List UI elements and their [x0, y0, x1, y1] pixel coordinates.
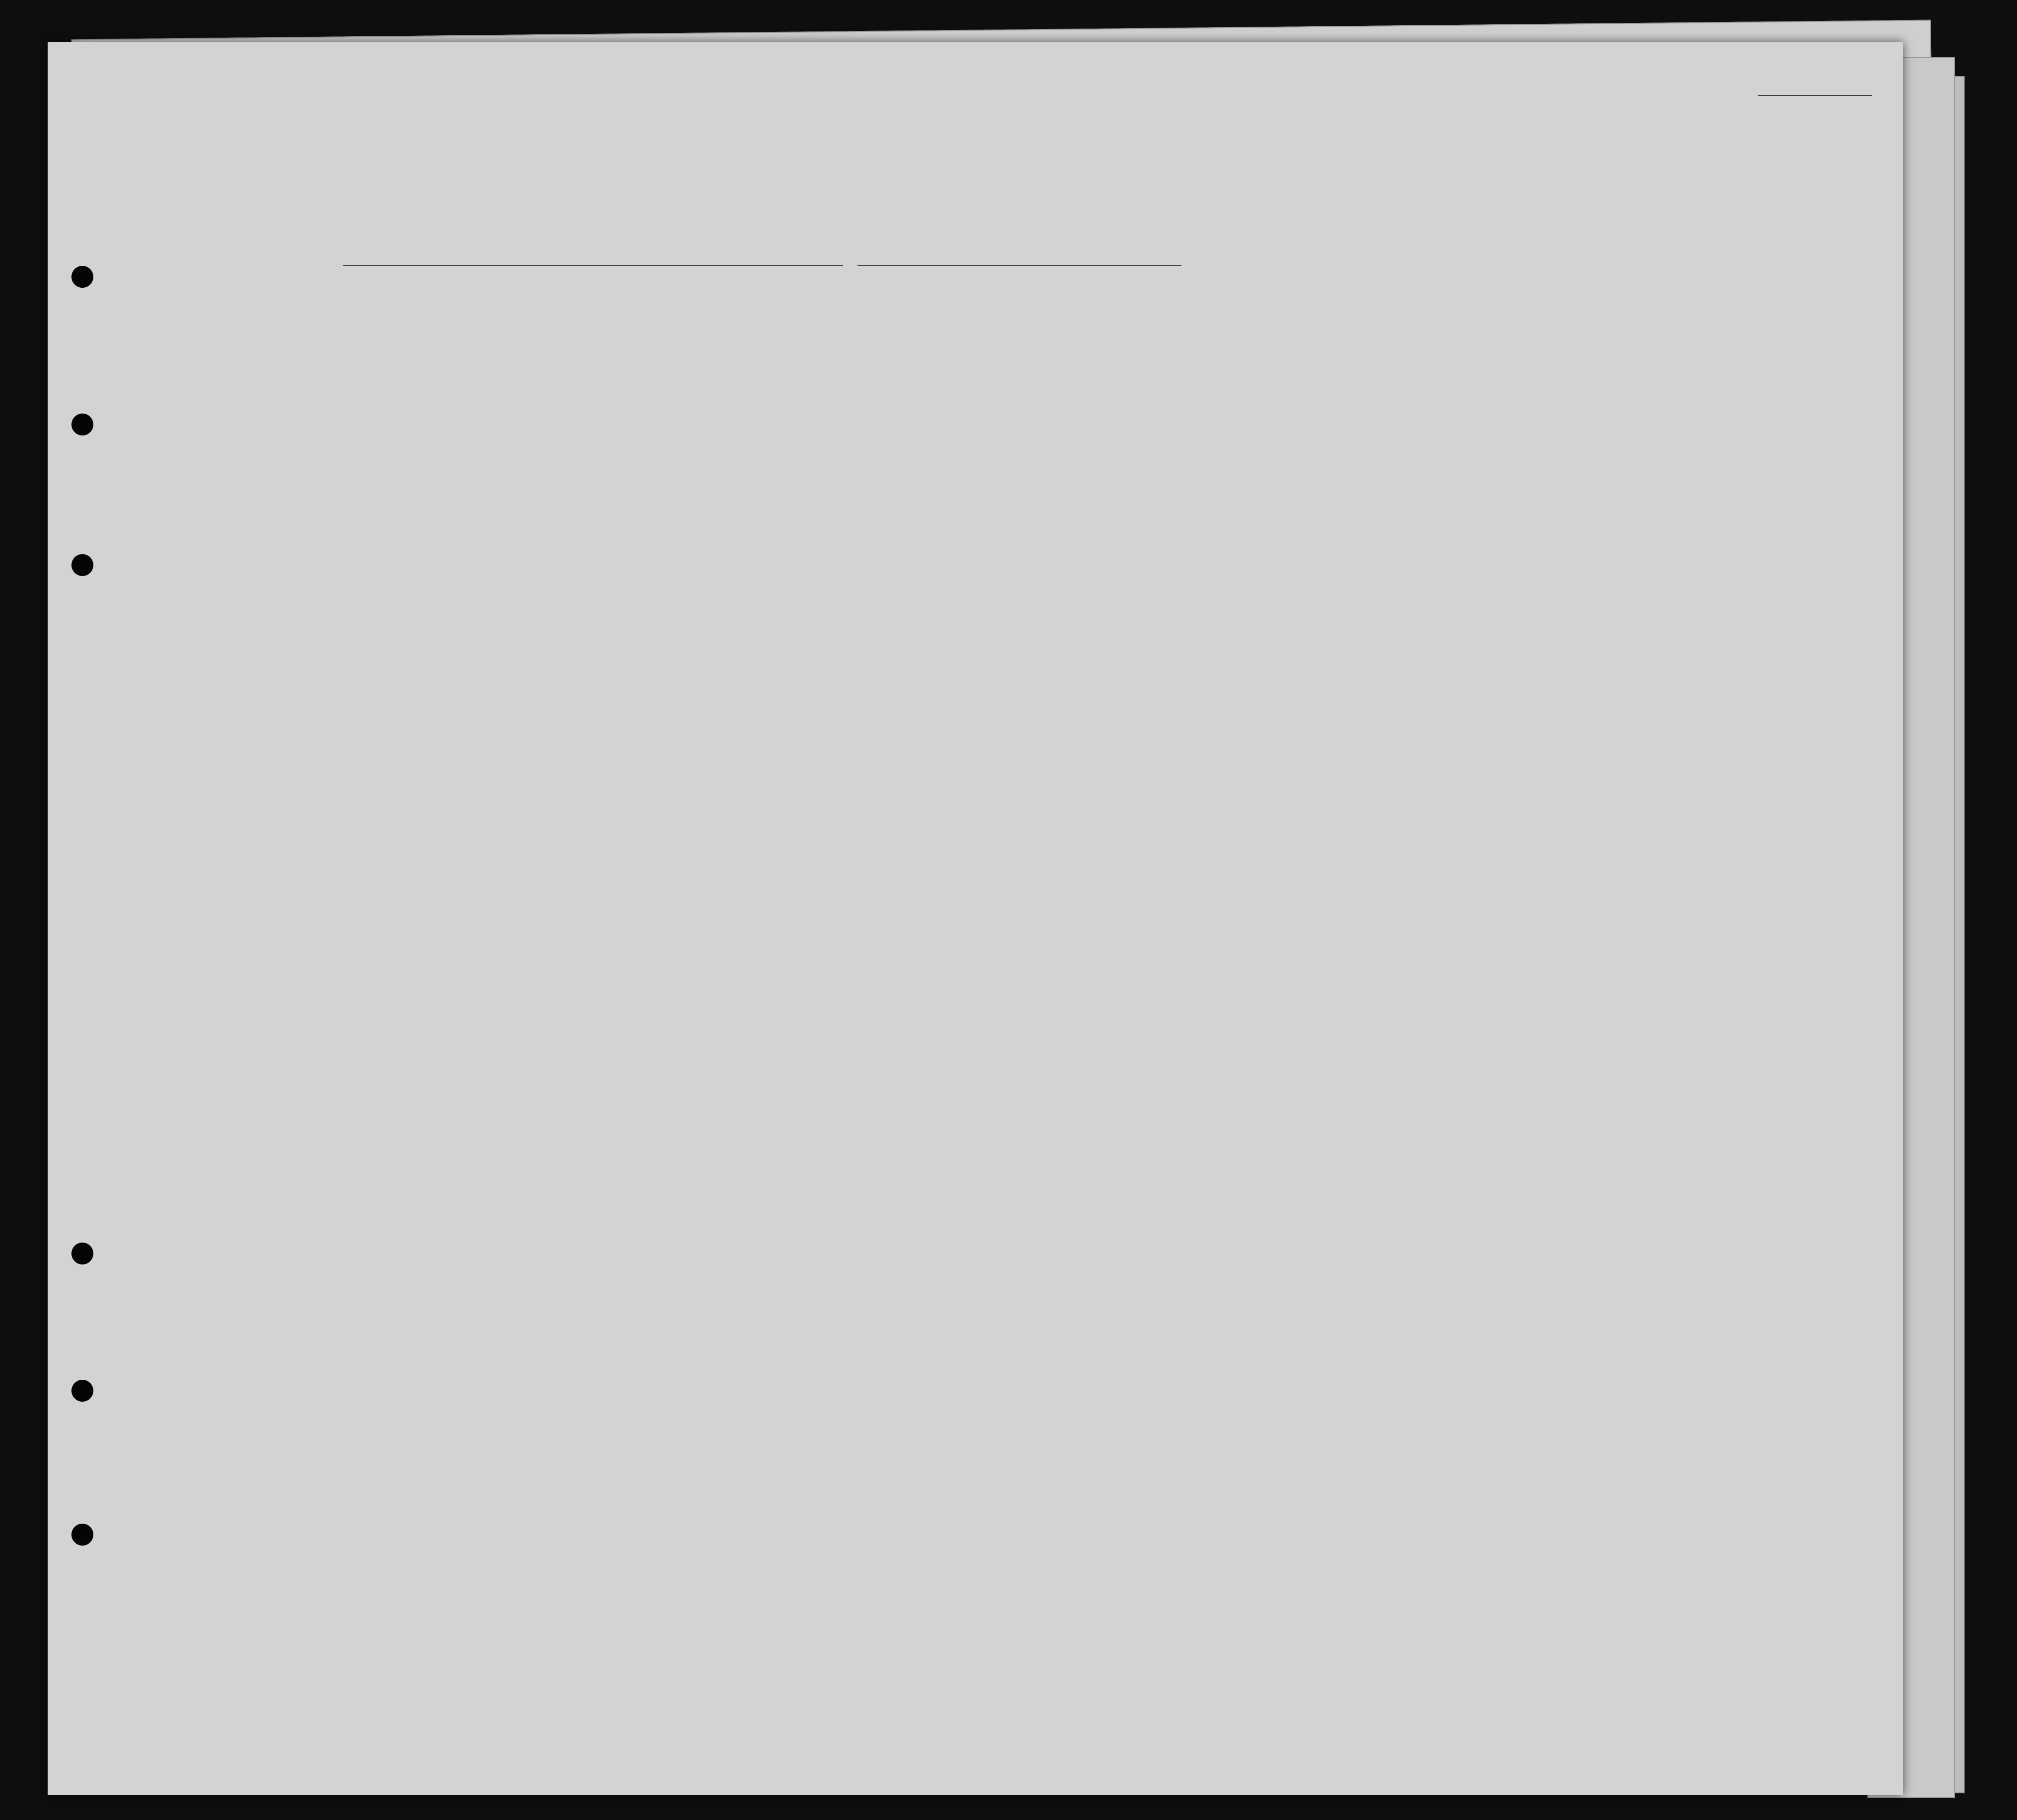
port-underline	[343, 265, 843, 266]
binder-hole	[71, 266, 93, 288]
manifest-page	[48, 42, 1903, 1795]
binder-hole	[71, 554, 93, 576]
binder-hole	[71, 414, 93, 435]
list-number-line	[1758, 95, 1872, 96]
date-underline	[857, 265, 1181, 266]
binder-hole	[71, 1243, 93, 1264]
binder-hole	[71, 1380, 93, 1402]
binder-hole	[71, 1524, 93, 1546]
